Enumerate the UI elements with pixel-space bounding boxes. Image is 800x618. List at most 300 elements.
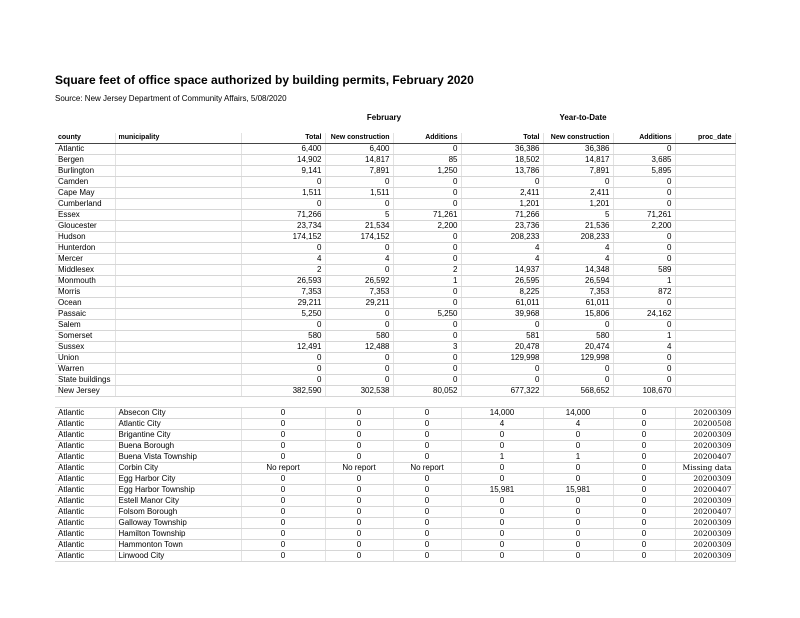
cell-proc-date — [675, 144, 735, 155]
county-row — [55, 188, 735, 199]
cell-county: Atlantic — [55, 518, 115, 529]
cell-proc-date: 20200309 — [675, 529, 735, 540]
cell-county: Atlantic — [55, 463, 115, 474]
cell-municipality: Egg Harbor Township — [115, 485, 241, 496]
cell-ytd-total: 20,478 — [461, 342, 543, 353]
cell-feb-new-construction: 0 — [325, 529, 393, 540]
cell-ytd-additions: 589 — [613, 265, 675, 276]
cell-feb-additions: 80,052 — [393, 386, 461, 397]
cell-feb-additions: 0 — [393, 353, 461, 364]
cell-feb-additions: 1,250 — [393, 166, 461, 177]
cell-feb-total: 12,491 — [241, 342, 325, 353]
cell-ytd-additions: 0 — [613, 430, 675, 441]
cell-ytd-total: 0 — [461, 177, 543, 188]
cell-feb-total: 0 — [241, 485, 325, 496]
cell-ytd-additions: 0 — [613, 320, 675, 331]
cell-feb-total: 0 — [241, 507, 325, 518]
cell-proc-date — [675, 276, 735, 287]
cell-ytd-new-construction: 0 — [543, 540, 613, 551]
cell-feb-total: 0 — [241, 441, 325, 452]
cell-proc-date — [675, 155, 735, 166]
cell-county: Camden — [55, 177, 115, 188]
cell-feb-total: 382,590 — [241, 386, 325, 397]
cell-proc-date — [675, 254, 735, 265]
cell-ytd-total: 0 — [461, 320, 543, 331]
cell-ytd-additions: 108,670 — [613, 386, 675, 397]
cell-feb-additions: 0 — [393, 375, 461, 386]
cell-ytd-new-construction: 2,411 — [543, 188, 613, 199]
col-header-municipality: municipality — [115, 133, 241, 144]
cell-ytd-new-construction: 0 — [543, 474, 613, 485]
cell-feb-additions: 0 — [393, 188, 461, 199]
cell-feb-total: 0 — [241, 430, 325, 441]
cell-feb-total: 4 — [241, 254, 325, 265]
cell-ytd-total: 0 — [461, 507, 543, 518]
cell-feb-new-construction: 580 — [325, 331, 393, 342]
report-title: Square feet of office space authorized by building permits, February 2020 — [55, 73, 474, 87]
cell-feb-additions: 0 — [393, 430, 461, 441]
cell-feb-new-construction: 14,817 — [325, 155, 393, 166]
cell-county: Hunterdon — [55, 243, 115, 254]
cell-ytd-new-construction: 208,233 — [543, 232, 613, 243]
cell-municipality — [115, 243, 241, 254]
cell-feb-new-construction: 6,400 — [325, 144, 393, 155]
cell-feb-total: 0 — [241, 529, 325, 540]
cell-proc-date — [675, 353, 735, 364]
cell-feb-new-construction: 0 — [325, 375, 393, 386]
cell-feb-new-construction: 12,488 — [325, 342, 393, 353]
cell-ytd-new-construction: 0 — [543, 529, 613, 540]
cell-feb-additions: 0 — [393, 474, 461, 485]
cell-proc-date — [675, 364, 735, 375]
county-row — [55, 287, 735, 298]
cell-feb-new-construction: 0 — [325, 474, 393, 485]
col-header-ytd-new-construction: New construction — [543, 133, 613, 144]
cell-feb-additions: 0 — [393, 232, 461, 243]
cell-ytd-total: 14,937 — [461, 265, 543, 276]
cell-feb-total: 0 — [241, 177, 325, 188]
cell-ytd-additions: 4 — [613, 342, 675, 353]
cell-feb-total: 6,400 — [241, 144, 325, 155]
cell-county: Atlantic — [55, 441, 115, 452]
cell-municipality — [115, 155, 241, 166]
cell-county: Gloucester — [55, 221, 115, 232]
cell-ytd-new-construction: 21,536 — [543, 221, 613, 232]
cell-ytd-additions: 0 — [613, 408, 675, 419]
cell-feb-total: 5,250 — [241, 309, 325, 320]
cell-ytd-additions: 0 — [613, 441, 675, 452]
cell-proc-date — [675, 232, 735, 243]
cell-ytd-new-construction: 5 — [543, 210, 613, 221]
county-row — [55, 243, 735, 254]
col-header-feb-total: Total — [241, 133, 325, 144]
cell-ytd-new-construction: 4 — [543, 243, 613, 254]
cell-feb-new-construction: 1,511 — [325, 188, 393, 199]
cell-feb-new-construction: 0 — [325, 496, 393, 507]
cell-ytd-additions: 0 — [613, 529, 675, 540]
cell-feb-new-construction: 0 — [325, 353, 393, 364]
cell-feb-additions: 0 — [393, 518, 461, 529]
cell-ytd-new-construction: 0 — [543, 177, 613, 188]
cell-feb-additions: 0 — [393, 485, 461, 496]
cell-feb-new-construction: 4 — [325, 254, 393, 265]
cell-municipality — [115, 386, 241, 397]
cell-feb-additions: 0 — [393, 529, 461, 540]
cell-ytd-new-construction: 20,474 — [543, 342, 613, 353]
cell-ytd-total: 4 — [461, 254, 543, 265]
cell-municipality — [115, 320, 241, 331]
cell-feb-new-construction: 302,538 — [325, 386, 393, 397]
cell-ytd-total: 0 — [461, 463, 543, 474]
cell-feb-total: 23,734 — [241, 221, 325, 232]
cell-ytd-total: 71,266 — [461, 210, 543, 221]
county-row — [55, 144, 735, 155]
cell-proc-date — [675, 320, 735, 331]
cell-municipality: Absecon City — [115, 408, 241, 419]
cell-municipality: Brigantine City — [115, 430, 241, 441]
cell-proc-date: 20200309 — [675, 474, 735, 485]
municipality-row — [55, 408, 735, 419]
cell-county: New Jersey — [55, 386, 115, 397]
cell-ytd-new-construction: 0 — [543, 320, 613, 331]
cell-ytd-additions: 0 — [613, 419, 675, 430]
cell-ytd-total: 0 — [461, 540, 543, 551]
cell-ytd-additions: 0 — [613, 364, 675, 375]
cell-municipality — [115, 210, 241, 221]
cell-feb-new-construction: 0 — [325, 408, 393, 419]
cell-feb-additions: 0 — [393, 298, 461, 309]
cell-proc-date: 20200309 — [675, 430, 735, 441]
cell-feb-new-construction: 0 — [325, 199, 393, 210]
county-row — [55, 298, 735, 309]
cell-ytd-additions: 1 — [613, 276, 675, 287]
cell-county: Burlington — [55, 166, 115, 177]
cell-ytd-new-construction: 14,817 — [543, 155, 613, 166]
cell-ytd-additions: 0 — [613, 474, 675, 485]
cell-ytd-additions: 0 — [613, 243, 675, 254]
cell-ytd-new-construction: 0 — [543, 496, 613, 507]
municipality-row — [55, 496, 735, 507]
cell-ytd-total: 4 — [461, 419, 543, 430]
cell-county: Hudson — [55, 232, 115, 243]
cell-ytd-new-construction: 568,652 — [543, 386, 613, 397]
cell-feb-total: 9,141 — [241, 166, 325, 177]
cell-ytd-new-construction: 0 — [543, 518, 613, 529]
cell-municipality — [115, 199, 241, 210]
cell-ytd-additions: 0 — [613, 485, 675, 496]
cell-county: Middlesex — [55, 265, 115, 276]
cell-feb-new-construction: 0 — [325, 452, 393, 463]
cell-ytd-new-construction: 0 — [543, 507, 613, 518]
cell-proc-date: 20200508 — [675, 419, 735, 430]
cell-ytd-new-construction: 14,348 — [543, 265, 613, 276]
cell-feb-additions: 0 — [393, 331, 461, 342]
cell-municipality — [115, 353, 241, 364]
county-row — [55, 265, 735, 276]
cell-ytd-additions: 0 — [613, 232, 675, 243]
cell-feb-new-construction: 0 — [325, 540, 393, 551]
cell-proc-date: 20200407 — [675, 485, 735, 496]
cell-feb-total: 7,353 — [241, 287, 325, 298]
cell-proc-date — [675, 188, 735, 199]
cell-municipality — [115, 177, 241, 188]
cell-county: Mercer — [55, 254, 115, 265]
municipality-row — [55, 551, 735, 562]
cell-ytd-total: 4 — [461, 243, 543, 254]
cell-proc-date — [675, 221, 735, 232]
cell-ytd-total: 0 — [461, 496, 543, 507]
cell-feb-total: 0 — [241, 320, 325, 331]
cell-feb-new-construction: 0 — [325, 518, 393, 529]
cell-ytd-new-construction: 4 — [543, 254, 613, 265]
municipality-row — [55, 518, 735, 529]
cell-county: Passaic — [55, 309, 115, 320]
cell-feb-total: 0 — [241, 353, 325, 364]
cell-feb-new-construction: 174,152 — [325, 232, 393, 243]
cell-ytd-new-construction: 26,594 — [543, 276, 613, 287]
cell-feb-new-construction: 7,353 — [325, 287, 393, 298]
cell-municipality — [115, 375, 241, 386]
county-row — [55, 386, 735, 397]
cell-county: Atlantic — [55, 144, 115, 155]
cell-feb-additions: 1 — [393, 276, 461, 287]
cell-feb-additions: 0 — [393, 551, 461, 562]
col-header-ytd-additions: Additions — [613, 133, 675, 144]
cell-municipality: Hamilton Township — [115, 529, 241, 540]
cell-county: Atlantic — [55, 452, 115, 463]
cell-municipality — [115, 309, 241, 320]
cell-ytd-new-construction: 0 — [543, 364, 613, 375]
cell-ytd-total: 13,786 — [461, 166, 543, 177]
cell-proc-date: 20200407 — [675, 452, 735, 463]
cell-proc-date: Missing data — [675, 463, 735, 474]
cell-ytd-additions: 0 — [613, 177, 675, 188]
cell-feb-additions: 0 — [393, 177, 461, 188]
cell-feb-total: 29,211 — [241, 298, 325, 309]
county-row — [55, 155, 735, 166]
cell-proc-date — [675, 210, 735, 221]
cell-municipality — [115, 276, 241, 287]
cell-municipality — [115, 298, 241, 309]
cell-feb-additions: 71,261 — [393, 210, 461, 221]
cell-proc-date: 20200309 — [675, 518, 735, 529]
spacer-body — [55, 397, 735, 408]
cell-ytd-total: 1,201 — [461, 199, 543, 210]
municipality-row — [55, 419, 735, 430]
cell-ytd-total: 581 — [461, 331, 543, 342]
cell-ytd-new-construction: 15,806 — [543, 309, 613, 320]
cell-feb-total: 0 — [241, 540, 325, 551]
cell-municipality — [115, 364, 241, 375]
cell-ytd-new-construction: 4 — [543, 419, 613, 430]
cell-ytd-additions: 0 — [613, 518, 675, 529]
cell-ytd-total: 0 — [461, 364, 543, 375]
cell-county: Atlantic — [55, 507, 115, 518]
cell-feb-new-construction: 0 — [325, 243, 393, 254]
cell-ytd-new-construction: 14,000 — [543, 408, 613, 419]
ytd-group-header: Year-to-Date — [559, 113, 607, 122]
cell-county: State buildings — [55, 375, 115, 386]
cell-ytd-additions: 0 — [613, 507, 675, 518]
county-row — [55, 364, 735, 375]
cell-ytd-additions: 872 — [613, 287, 675, 298]
cell-county: Union — [55, 353, 115, 364]
cell-feb-additions: 3 — [393, 342, 461, 353]
cell-feb-new-construction: 21,534 — [325, 221, 393, 232]
municipality-row — [55, 441, 735, 452]
cell-feb-additions: 5,250 — [393, 309, 461, 320]
cell-ytd-total: 18,502 — [461, 155, 543, 166]
cell-proc-date — [675, 375, 735, 386]
cell-feb-new-construction: 0 — [325, 320, 393, 331]
county-row — [55, 232, 735, 243]
col-header-feb-additions: Additions — [393, 133, 461, 144]
cell-ytd-additions: 0 — [613, 188, 675, 199]
cell-ytd-total: 8,225 — [461, 287, 543, 298]
cell-proc-date — [675, 265, 735, 276]
cell-ytd-new-construction: 1,201 — [543, 199, 613, 210]
cell-feb-total: 0 — [241, 243, 325, 254]
cell-feb-total: 580 — [241, 331, 325, 342]
cell-feb-total: 0 — [241, 551, 325, 562]
cell-ytd-additions: 2,200 — [613, 221, 675, 232]
cell-municipality — [115, 166, 241, 177]
cell-municipality: Galloway Township — [115, 518, 241, 529]
report-source: Source: New Jersey Department of Community Affairs, 5/08/2020 — [55, 94, 287, 103]
cell-municipality — [115, 342, 241, 353]
cell-feb-additions: 0 — [393, 452, 461, 463]
cell-proc-date — [675, 177, 735, 188]
cell-ytd-additions: 0 — [613, 144, 675, 155]
cell-municipality: Corbin City — [115, 463, 241, 474]
cell-ytd-new-construction: 0 — [543, 430, 613, 441]
municipality-row — [55, 485, 735, 496]
cell-municipality — [115, 144, 241, 155]
cell-proc-date: 20200309 — [675, 441, 735, 452]
cell-ytd-additions: 0 — [613, 199, 675, 210]
cell-feb-new-construction: 26,592 — [325, 276, 393, 287]
col-header-feb-new-construction: New construction — [325, 133, 393, 144]
municipality-row — [55, 507, 735, 518]
cell-proc-date — [675, 342, 735, 353]
table-header-row — [55, 133, 735, 144]
cell-county: Atlantic — [55, 419, 115, 430]
cell-feb-total: 0 — [241, 364, 325, 375]
cell-proc-date — [675, 331, 735, 342]
county-row — [55, 353, 735, 364]
cell-feb-additions: 0 — [393, 287, 461, 298]
county-row — [55, 166, 735, 177]
county-row — [55, 210, 735, 221]
cell-proc-date: 20200309 — [675, 496, 735, 507]
cell-county: Essex — [55, 210, 115, 221]
cell-municipality: Linwood City — [115, 551, 241, 562]
cell-feb-additions: 2,200 — [393, 221, 461, 232]
county-row — [55, 276, 735, 287]
cell-ytd-total: 2,411 — [461, 188, 543, 199]
cell-municipality: Estell Manor City — [115, 496, 241, 507]
cell-feb-total: 26,593 — [241, 276, 325, 287]
cell-feb-new-construction: 7,891 — [325, 166, 393, 177]
county-row — [55, 199, 735, 210]
cell-county: Ocean — [55, 298, 115, 309]
cell-feb-additions: No report — [393, 463, 461, 474]
cell-county: Atlantic — [55, 540, 115, 551]
cell-feb-new-construction: 0 — [325, 177, 393, 188]
county-row — [55, 309, 735, 320]
cell-feb-new-construction: 0 — [325, 309, 393, 320]
cell-ytd-additions: 24,162 — [613, 309, 675, 320]
cell-ytd-new-construction: 61,011 — [543, 298, 613, 309]
cell-feb-additions: 0 — [393, 199, 461, 210]
cell-feb-additions: 0 — [393, 419, 461, 430]
cell-ytd-additions: 1 — [613, 331, 675, 342]
cell-feb-new-construction: 0 — [325, 485, 393, 496]
cell-municipality — [115, 221, 241, 232]
cell-county: Somerset — [55, 331, 115, 342]
cell-county: Atlantic — [55, 430, 115, 441]
county-row — [55, 342, 735, 353]
cell-ytd-total: 129,998 — [461, 353, 543, 364]
cell-ytd-additions: 0 — [613, 540, 675, 551]
cell-ytd-new-construction: 0 — [543, 441, 613, 452]
cell-ytd-total: 0 — [461, 441, 543, 452]
cell-ytd-additions: 0 — [613, 551, 675, 562]
cell-county: Atlantic — [55, 496, 115, 507]
cell-proc-date — [675, 309, 735, 320]
county-row — [55, 177, 735, 188]
cell-county: Monmouth — [55, 276, 115, 287]
cell-feb-total: 0 — [241, 496, 325, 507]
cell-county: Sussex — [55, 342, 115, 353]
cell-municipality — [115, 331, 241, 342]
cell-county: Bergen — [55, 155, 115, 166]
cell-feb-new-construction: 0 — [325, 441, 393, 452]
cell-feb-additions: 0 — [393, 507, 461, 518]
cell-ytd-new-construction: 0 — [543, 463, 613, 474]
county-row — [55, 221, 735, 232]
cell-feb-additions: 0 — [393, 144, 461, 155]
cell-feb-new-construction: 29,211 — [325, 298, 393, 309]
cell-feb-total: 0 — [241, 408, 325, 419]
cell-feb-additions: 0 — [393, 408, 461, 419]
cell-feb-total: 0 — [241, 419, 325, 430]
cell-ytd-additions: 0 — [613, 375, 675, 386]
cell-feb-new-construction: 5 — [325, 210, 393, 221]
cell-feb-total: 1,511 — [241, 188, 325, 199]
municipality-row — [55, 430, 735, 441]
cell-ytd-new-construction: 7,891 — [543, 166, 613, 177]
cell-feb-additions: 0 — [393, 496, 461, 507]
cell-ytd-total: 0 — [461, 518, 543, 529]
cell-municipality: Buena Borough — [115, 441, 241, 452]
cell-ytd-total: 15,981 — [461, 485, 543, 496]
cell-feb-additions: 0 — [393, 441, 461, 452]
cell-feb-total: 0 — [241, 474, 325, 485]
cell-ytd-total: 39,968 — [461, 309, 543, 320]
cell-ytd-new-construction: 15,981 — [543, 485, 613, 496]
cell-feb-total: No report — [241, 463, 325, 474]
county-row — [55, 375, 735, 386]
municipality-row — [55, 529, 735, 540]
cell-ytd-total: 0 — [461, 430, 543, 441]
cell-proc-date — [675, 166, 735, 177]
cell-feb-total: 0 — [241, 375, 325, 386]
cell-ytd-new-construction: 7,353 — [543, 287, 613, 298]
cell-feb-additions: 0 — [393, 364, 461, 375]
cell-ytd-total: 677,322 — [461, 386, 543, 397]
cell-ytd-additions: 3,685 — [613, 155, 675, 166]
